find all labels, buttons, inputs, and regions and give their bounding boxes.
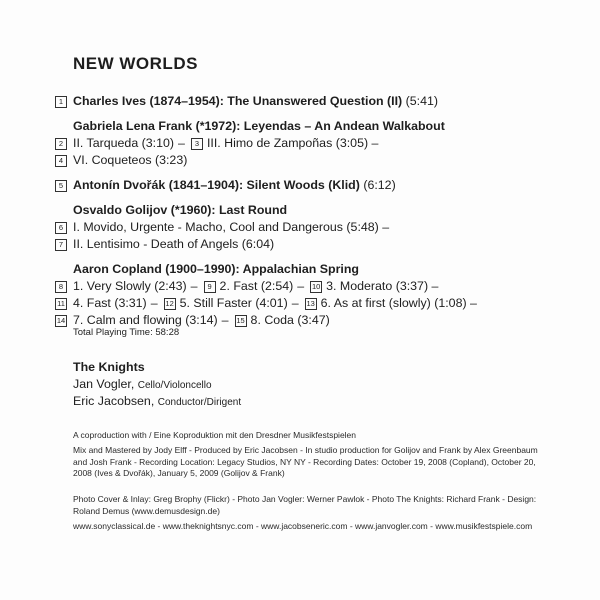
movement-title: 1. Very Slowly (2:43): [73, 279, 187, 293]
separator: –: [221, 313, 229, 327]
work-block: [55, 202, 595, 253]
track-number-box: 6: [55, 222, 67, 234]
track-number-box: 1: [55, 96, 67, 108]
movement-text: [73, 152, 187, 169]
recording-credits: Mix and Mastered by Jody Elff - Produced by Eric Jacobsen - In studio production for Golijov and Frank by Alex Greenbaum and Josh Frank - Recording Location: Legacy Studios, NY NY - Recording Dates: October 19, 2008 (Copland), October 20, 2008 (Ives & Dvořák), January 5, 2009 (Golijov & Frank): [73, 445, 538, 478]
movement-title: 3. Moderato (3:37) –: [326, 279, 439, 293]
work-heading-text: Osvaldo Golijov (*1960): Last Round: [73, 203, 288, 217]
movement-text: [73, 278, 438, 295]
website-list: www.sonyclassical.de - www.theknightsnyc.com - www.jacobseneric.com - www.janvogler.com - www.musikfestspiele.com: [73, 521, 533, 531]
movement-title: II. Tarqueda (3:10): [73, 136, 175, 150]
work-heading-line: [55, 118, 595, 135]
work-heading: [73, 177, 396, 194]
track-number-box: 11: [55, 298, 67, 310]
performer-role: Cello/Violoncello: [137, 380, 212, 391]
credit-line: [73, 377, 212, 391]
movement-line: [55, 219, 595, 236]
movement-title: 4. Fast (3:31): [73, 296, 147, 310]
ensemble-name: The Knights: [73, 360, 145, 374]
tracklist: [55, 93, 595, 329]
track-number-box: 2: [55, 138, 67, 150]
credit-line: [73, 394, 241, 408]
photo-credits: Photo Cover & Inlay: Greg Brophy (Flickr) - Photo Jan Vogler: Werner Pawlok - Photo The Knights: Richard Frank - Design: Roland Demus (www.demusdesign.de): [73, 494, 537, 516]
track-number-box: 5: [55, 180, 67, 192]
work-heading-text: Aaron Copland (1900–1990): Appalachian Spring: [73, 262, 359, 276]
movement-title: II. Lentisimo - Death of Angels (6:04): [73, 237, 275, 251]
work-heading: [73, 93, 438, 110]
work-heading: [73, 202, 287, 219]
work-block: [55, 261, 595, 329]
album-title: NEW WORLDS: [73, 54, 198, 73]
movement-title: 5. Still Faster (4:01): [179, 296, 288, 310]
movement-line: [55, 278, 595, 295]
work-block: [55, 93, 595, 110]
work-heading-line: [55, 261, 595, 278]
separator: –: [178, 136, 185, 150]
movement-line: [55, 135, 595, 152]
movement-text: [73, 135, 378, 152]
separator: –: [150, 296, 158, 310]
movement-title: VI. Coqueteos (3:23): [73, 153, 188, 167]
work-heading-line: [55, 93, 595, 110]
track-number-box: 9: [204, 281, 216, 293]
separator: –: [291, 296, 299, 310]
track-number-box: 3: [191, 138, 203, 150]
movement-line: [55, 152, 595, 169]
work-heading-text: Gabriela Lena Frank (*1972): Leyendas – An Andean Walkabout: [73, 119, 445, 133]
movement-line: [55, 295, 595, 312]
track-number-box: 4: [55, 155, 67, 167]
work-block: [55, 118, 595, 169]
performer-name: Jan Vogler,: [73, 377, 135, 391]
movement-title: 6. As at first (slowly) (1:08) –: [320, 296, 477, 310]
performer-name: Eric Jacobsen,: [73, 394, 155, 408]
track-number-box: 10: [311, 282, 321, 291]
track-number-box: 8: [55, 281, 67, 293]
coproduction-note: A coproduction with / Eine Koproduktion mit den Dresdner Musikfestspielen: [73, 430, 357, 440]
movement-text: [73, 219, 389, 236]
movement-title: III. Himo de Zampoñas (3:05) –: [206, 136, 379, 150]
work-heading-text: Charles Ives (1874–1954): The Unanswered Question (II): [73, 94, 403, 108]
track-number-box: 13: [306, 299, 315, 308]
track-duration: (6:12): [363, 178, 396, 192]
work-heading-text: Antonín Dvořák (1841–1904): Silent Woods (Klid): [73, 178, 360, 192]
track-number-box: 12: [165, 299, 174, 308]
work-heading: [73, 118, 445, 135]
movement-title: 2. Fast (2:54): [219, 279, 294, 293]
work-heading: [73, 261, 359, 278]
work-heading-line: [55, 177, 595, 194]
track-number-box: 7: [55, 239, 67, 251]
separator: –: [297, 279, 305, 293]
total-playing-time: Total Playing Time: 58:28: [73, 327, 180, 338]
track-number-box: 15: [236, 316, 245, 325]
work-block: [55, 177, 595, 194]
work-heading-line: [55, 202, 595, 219]
movement-title: I. Movido, Urgente - Macho, Cool and Dangerous (5:48) –: [73, 220, 390, 234]
movement-line: [55, 236, 595, 253]
movement-text: [73, 295, 477, 312]
track-number-box: 14: [56, 316, 66, 325]
separator: –: [190, 279, 198, 293]
movement-title: 8. Coda (3:47): [250, 313, 330, 327]
track-duration: (5:41): [405, 94, 438, 108]
movement-title: 7. Calm and flowing (3:14): [73, 313, 218, 327]
movement-text: [73, 236, 274, 253]
performer-role: Conductor/Dirigent: [157, 397, 242, 408]
